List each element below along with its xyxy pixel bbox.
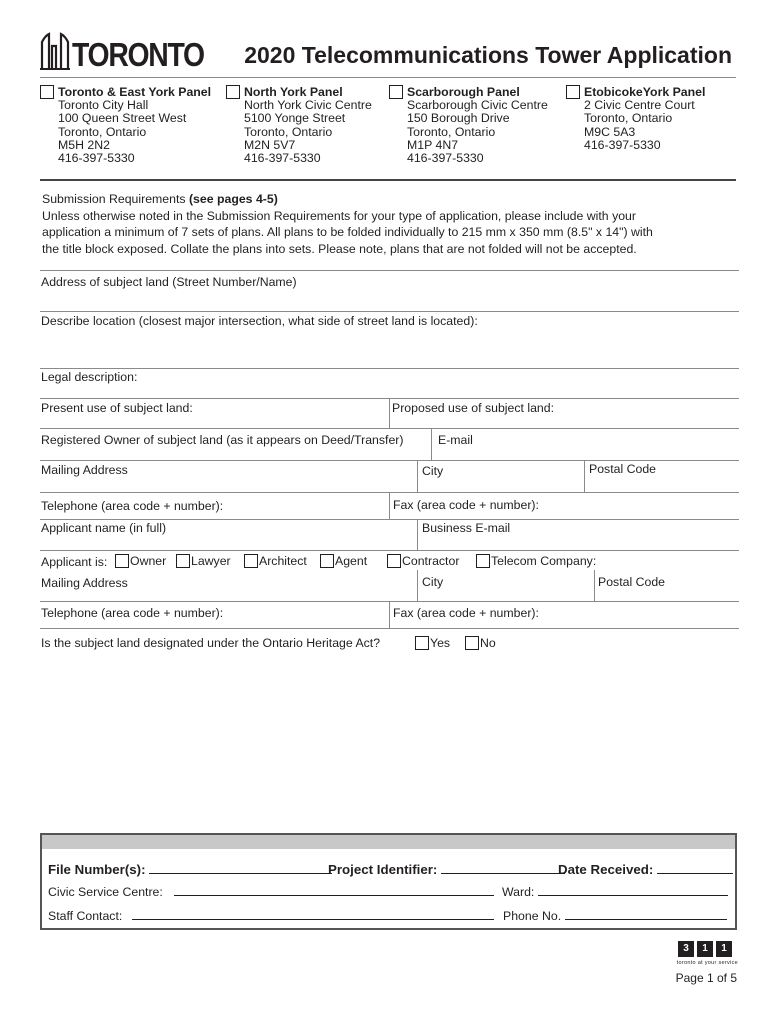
date-received-field[interactable]	[558, 862, 733, 877]
date-received-label: Date Received:	[558, 862, 654, 877]
panel-address-line: Toronto, Ontario	[244, 124, 333, 139]
panel-phone: 416-397-5330	[407, 151, 484, 166]
ward-field[interactable]	[502, 884, 728, 899]
phone-line	[565, 908, 727, 920]
page-title: 2020 Telecommunications Tower Application	[244, 42, 732, 68]
option-label: Agent	[335, 554, 368, 568]
panel-address-line: M1P 4N7	[407, 137, 459, 152]
field-rule	[40, 460, 739, 461]
applicant-lawyer-option[interactable]	[176, 554, 231, 568]
registered-owner-field[interactable]: Registered Owner of subject land (as it appears on Deed/Transfer)	[41, 433, 404, 447]
project-identifier-field[interactable]	[328, 862, 565, 877]
legal-description-field[interactable]: Legal description:	[41, 370, 138, 384]
owner-city-field[interactable]: City	[422, 464, 444, 478]
civic-centre-label: Civic Service Centre:	[48, 885, 163, 899]
panel-address-line: M2N 5V7	[244, 137, 296, 152]
file-number-field[interactable]	[48, 862, 332, 877]
applicant-telecom-option[interactable]	[476, 554, 596, 568]
applicant-owner-option[interactable]	[115, 554, 166, 568]
heritage-question: Is the subject land designated under the Ontario Heritage Act?	[41, 636, 381, 650]
311-badge	[678, 941, 732, 957]
panel-checkbox[interactable]	[389, 85, 403, 99]
applicant-name-field[interactable]: Applicant name (in full)	[41, 521, 167, 535]
staff-contact-line	[132, 908, 494, 920]
agent-checkbox[interactable]	[320, 554, 334, 568]
panel-address-line: 100 Queen Street West	[58, 111, 187, 126]
owner-checkbox[interactable]	[115, 554, 129, 568]
panel-checkbox[interactable]	[40, 85, 54, 99]
field-divider	[389, 492, 390, 519]
field-rule	[40, 311, 739, 312]
field-divider	[389, 601, 390, 628]
field-divider	[417, 570, 418, 601]
header-divider	[40, 77, 736, 78]
file-number-line	[149, 862, 332, 874]
option-label: Owner	[130, 554, 167, 568]
applicant-agent-option[interactable]	[320, 554, 367, 568]
option-label: Lawyer	[191, 554, 231, 568]
phone-field[interactable]	[503, 908, 727, 923]
field-divider	[417, 519, 418, 550]
badge-tagline: toronto at your service	[676, 960, 738, 966]
field-divider	[389, 398, 390, 428]
applicant-city-field[interactable]: City	[422, 575, 444, 589]
applicant-postal-code-field[interactable]: Postal Code	[598, 575, 665, 589]
field-divider	[417, 460, 418, 492]
lawyer-checkbox[interactable]	[176, 554, 190, 568]
applicant-contractor-option[interactable]	[387, 554, 459, 568]
owner-postal-code-field[interactable]: Postal Code	[589, 462, 656, 476]
panel-north-york	[226, 84, 406, 165]
owner-email-field[interactable]: E-mail	[438, 433, 473, 447]
applicant-telephone-field[interactable]: Telephone (area code + number):	[41, 606, 224, 620]
panel-checkbox[interactable]	[566, 85, 580, 99]
badge-digit: 1	[716, 941, 732, 957]
owner-fax-field[interactable]: Fax (area code + number):	[393, 498, 539, 512]
field-divider	[431, 428, 432, 460]
staff-contact-field[interactable]	[48, 908, 494, 923]
date-received-line	[657, 862, 733, 874]
contractor-checkbox[interactable]	[387, 554, 401, 568]
no-checkbox[interactable]	[465, 636, 479, 650]
city-logo	[40, 28, 225, 73]
panel-toronto-east-york	[40, 84, 220, 165]
city-hall-icon	[40, 32, 70, 70]
panel-address-line: Toronto, Ontario	[407, 124, 496, 139]
panel-address-line: M9C 5A3	[584, 124, 636, 139]
panel-address-line: M5H 2N2	[58, 137, 110, 152]
business-email-field[interactable]: Business E-mail	[422, 521, 511, 535]
panel-name: Toronto & East York Panel	[58, 84, 212, 99]
requirements-line: Unless otherwise noted in the Submission Requirements for your type of application, please include with your	[42, 208, 636, 223]
owner-mailing-address-field[interactable]: Mailing Address	[41, 463, 128, 477]
phone-label: Phone No.	[503, 909, 562, 923]
project-identifier-line	[441, 862, 565, 874]
panel-address-line: Toronto, Ontario	[58, 124, 147, 139]
option-label: No	[480, 636, 496, 650]
applicant-architect-option[interactable]	[244, 554, 307, 568]
field-rule	[40, 270, 739, 271]
location-field[interactable]: Describe location (closest major intersection, what side of street land is located):	[41, 314, 478, 328]
yes-checkbox[interactable]	[415, 636, 429, 650]
field-divider	[594, 570, 595, 601]
badge-digit: 1	[697, 941, 713, 957]
architect-checkbox[interactable]	[244, 554, 258, 568]
panels-divider	[40, 179, 736, 181]
field-divider	[584, 460, 585, 492]
panel-address-line: Toronto City Hall	[58, 98, 149, 112]
proposed-use-field[interactable]: Proposed use of subject land:	[392, 401, 555, 415]
panel-name: Scarborough Panel	[407, 84, 520, 99]
option-label: Architect	[259, 554, 307, 568]
field-rule	[40, 519, 739, 520]
badge-digit: 3	[678, 941, 694, 957]
requirements-line: application a minimum of 7 sets of plans. All plans to be folded individually to 215 mm x 350 mm (8.5" x 14") with	[42, 225, 653, 240]
file-number-label: File Number(s):	[48, 862, 146, 877]
telecom-checkbox[interactable]	[476, 554, 490, 568]
owner-telephone-field[interactable]: Telephone (area code + number):	[41, 499, 224, 513]
heritage-no-option[interactable]	[465, 636, 496, 650]
panel-checkbox[interactable]	[226, 85, 240, 99]
field-rule	[40, 628, 739, 629]
panel-etobicoke-york	[566, 84, 736, 152]
ward-label: Ward:	[502, 885, 535, 899]
address-field[interactable]: Address of subject land (Street Number/Name)	[41, 275, 297, 289]
project-identifier-label: Project Identifier:	[328, 862, 438, 877]
panel-name: North York Panel	[244, 84, 343, 99]
logo-wordmark: TORONTO	[72, 36, 204, 73]
page-number: Page 1 of 5	[675, 971, 737, 985]
applicant-mailing-address-field[interactable]: Mailing Address	[41, 576, 128, 590]
submission-requirements	[42, 191, 682, 257]
heritage-yes-option[interactable]	[415, 636, 450, 650]
panel-address-line: North York Civic Centre	[244, 98, 372, 112]
panel-address-line: Toronto, Ontario	[584, 111, 673, 126]
civic-centre-field[interactable]	[48, 884, 494, 899]
panel-phone: 416-397-5330	[58, 151, 135, 166]
option-label: Telecom Company:	[491, 554, 597, 568]
panel-address-line: 2 Civic Centre Court	[584, 98, 695, 112]
panel-address-line: Scarborough Civic Centre	[407, 98, 548, 112]
panel-phone: 416-397-5330	[584, 137, 661, 152]
civic-centre-line	[174, 884, 494, 896]
applicant-fax-field[interactable]: Fax (area code + number):	[393, 606, 539, 620]
panel-scarborough	[389, 84, 569, 165]
requirements-heading: Submission Requirements	[42, 192, 189, 206]
staff-contact-label: Staff Contact:	[48, 909, 123, 923]
option-label: Yes	[430, 636, 451, 650]
field-rule	[40, 428, 739, 429]
requirements-line: the title block exposed. Collate the plans into sets. Please note, plans that are not folded will not be accepted.	[42, 241, 637, 256]
field-rule	[40, 368, 739, 369]
panel-name: EtobicokeYork Panel	[584, 84, 706, 99]
applicant-is-label: Applicant is:	[41, 555, 108, 569]
panel-phone: 416-397-5330	[244, 151, 321, 166]
office-use-band	[42, 835, 735, 849]
requirements-pages: (see pages 4-5)	[188, 192, 278, 206]
ward-line	[538, 884, 728, 896]
panel-address-line: 5100 Yonge Street	[244, 111, 346, 126]
office-use-box	[40, 833, 737, 930]
option-label: Contractor	[402, 554, 460, 568]
present-use-field[interactable]: Present use of subject land:	[41, 401, 193, 415]
field-rule	[40, 550, 739, 551]
panel-address-line: 150 Borough Drive	[407, 111, 510, 126]
